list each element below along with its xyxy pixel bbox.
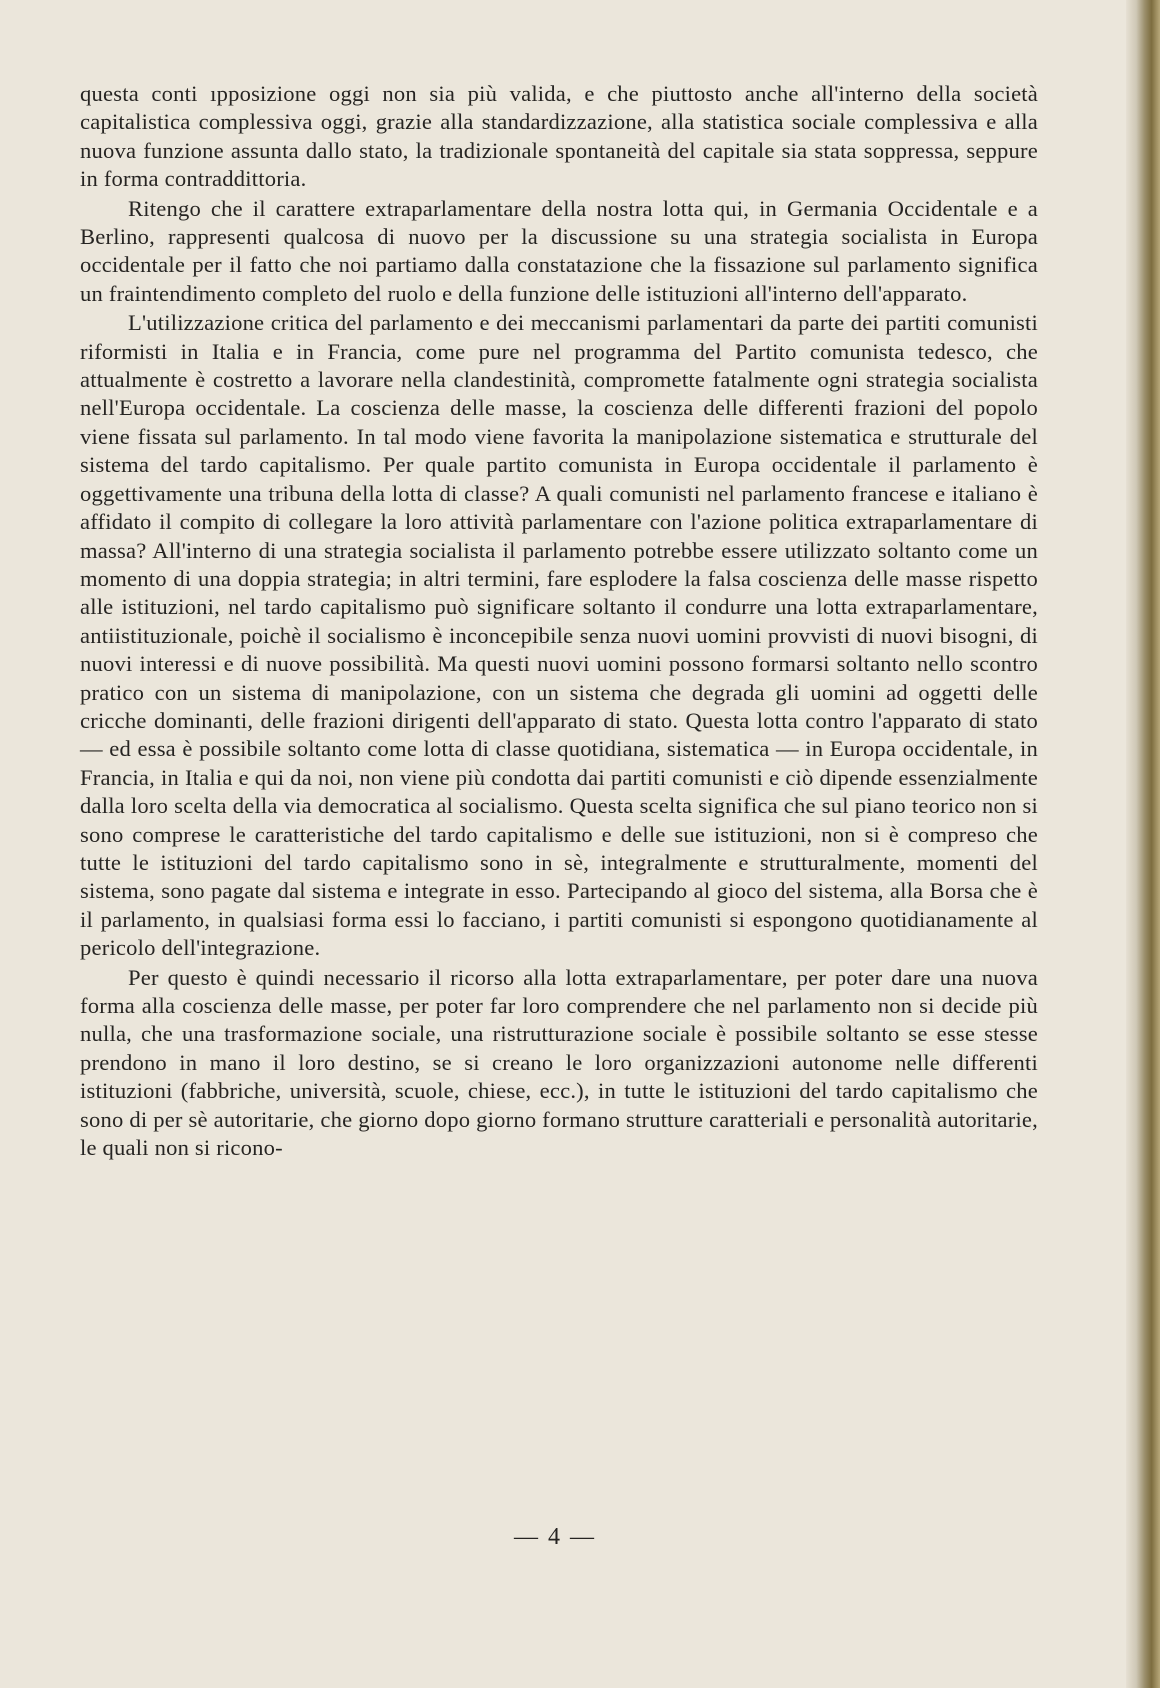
paragraph: Ritengo che il carattere extraparlamentare della nostra lotta qui, in Germania Occidentale e a Berlino, rappresenti qualcosa di nuovo per la discussione su una strategia socialista in Europa occidentale per il fatto che noi partiamo dalla constatazione che la fissazione sul parlamento significa un fraintendimento completo del ruolo e della funzione delle istituzioni all'interno dell'apparato. bbox=[80, 195, 1038, 306]
paragraph: Per questo è quindi necessario il ricorso alla lotta extraparlamentare, per poter dare una nuova forma alla coscienza delle masse, per poter far loro comprendere che nel parlamento non si decide più nulla, che una trasformazione sociale, una ristrutturazione sociale è possibile soltanto se esse stesse prendono in mano il loro destino, se si creano le loro organizzazioni autonome nelle differenti istituzioni (fabbriche, università, scuole, chiese, ecc.), in tutte le istituzioni del tardo capitalismo che sono di per sè autoritarie, che giorno dopo giorno formano strutture caratteriali e personalità autoritarie, le quali non si ricono- bbox=[80, 964, 1038, 1161]
body-text bbox=[80, 80, 1038, 1162]
page-edge bbox=[1126, 0, 1160, 1688]
paragraph: L'utilizzazione critica del parlamento e dei meccanismi parlamentari da parte dei partiti comunisti riformisti in Italia e in Francia, come pure nel programma del Partito comunista tedesco, che attualmente è costretto a lavorare nella clandestinità, compromette fatalmente ogni strategia socialista nell'Europa occidentale. La coscienza delle masse, la coscienza delle differenti frazioni del popolo viene fissata sul parlamento. In tal modo viene favorita la manipolazione sistematica e strutturale del sistema del tardo capitalismo. Per quale partito comunista in Europa occidentale il parlamento è oggettivamente una tribuna della lotta di classe? A quali comunisti nel parlamento francese e italiano è affidato il compito di collegare la loro attività parlamentare con l'azione politica extraparlamentare di massa? All'interno di una strategia socialista il parlamento potrebbe essere utilizzato soltanto come un momento di una doppia strategia; in altri termini, fare esplodere la falsa coscienza delle masse rispetto alle istituzioni, nel tardo capitalismo può significare soltanto il condurre una lotta extraparlamentare, antiistituzionale, poichè il socialismo è inconcepibile senza nuovi uomini provvisti di nuovi bisogni, di nuovi interessi e di nuove possibilità. Ma questi nuovi uomini possono formarsi soltanto nello scontro pratico con un sistema di manipolazione, con un sistema che degrada gli uomini ad oggetti delle cricche dominanti, delle frazioni dirigenti dell'apparato di stato. Questa lotta contro l'apparato di stato — ed essa è possibile soltanto come lotta di classe quotidiana, sistematica — in Europa occidentale, in Francia, in Italia e qui da noi, non viene più condotta dai partiti comunisti e ciò dipende essenzialmente dalla loro scelta della via democratica al socialismo. Questa scelta significa che sul piano teorico non si sono comprese le caratteristiche del tardo capitalismo e delle sue istituzioni, non si è compreso che tutte le istituzioni del tardo capitalismo sono in sè, integralmente e strutturalmente, momenti del sistema, sono pagate dal sistema e integrate in esso. Partecipando al gioco del sistema, alla Borsa che è il parlamento, in qualsiasi forma essi lo facciano, i partiti comunisti si espongono quotidianamente al pericolo dell'integrazione. bbox=[80, 310, 1038, 961]
paragraph-continuation: questa conti ıpposizione oggi non sia più valida, e che piuttosto anche all'interno della società capitalistica complessiva oggi, grazie alla standardizzazione, alla statistica sociale complessiva e alla nuova funzione assunta dallo stato, la tradizionale spontaneità del capitale sia stata soppressa, seppure in forma contraddittoria. bbox=[80, 81, 1038, 192]
page-number: — 4 — bbox=[514, 1524, 596, 1550]
